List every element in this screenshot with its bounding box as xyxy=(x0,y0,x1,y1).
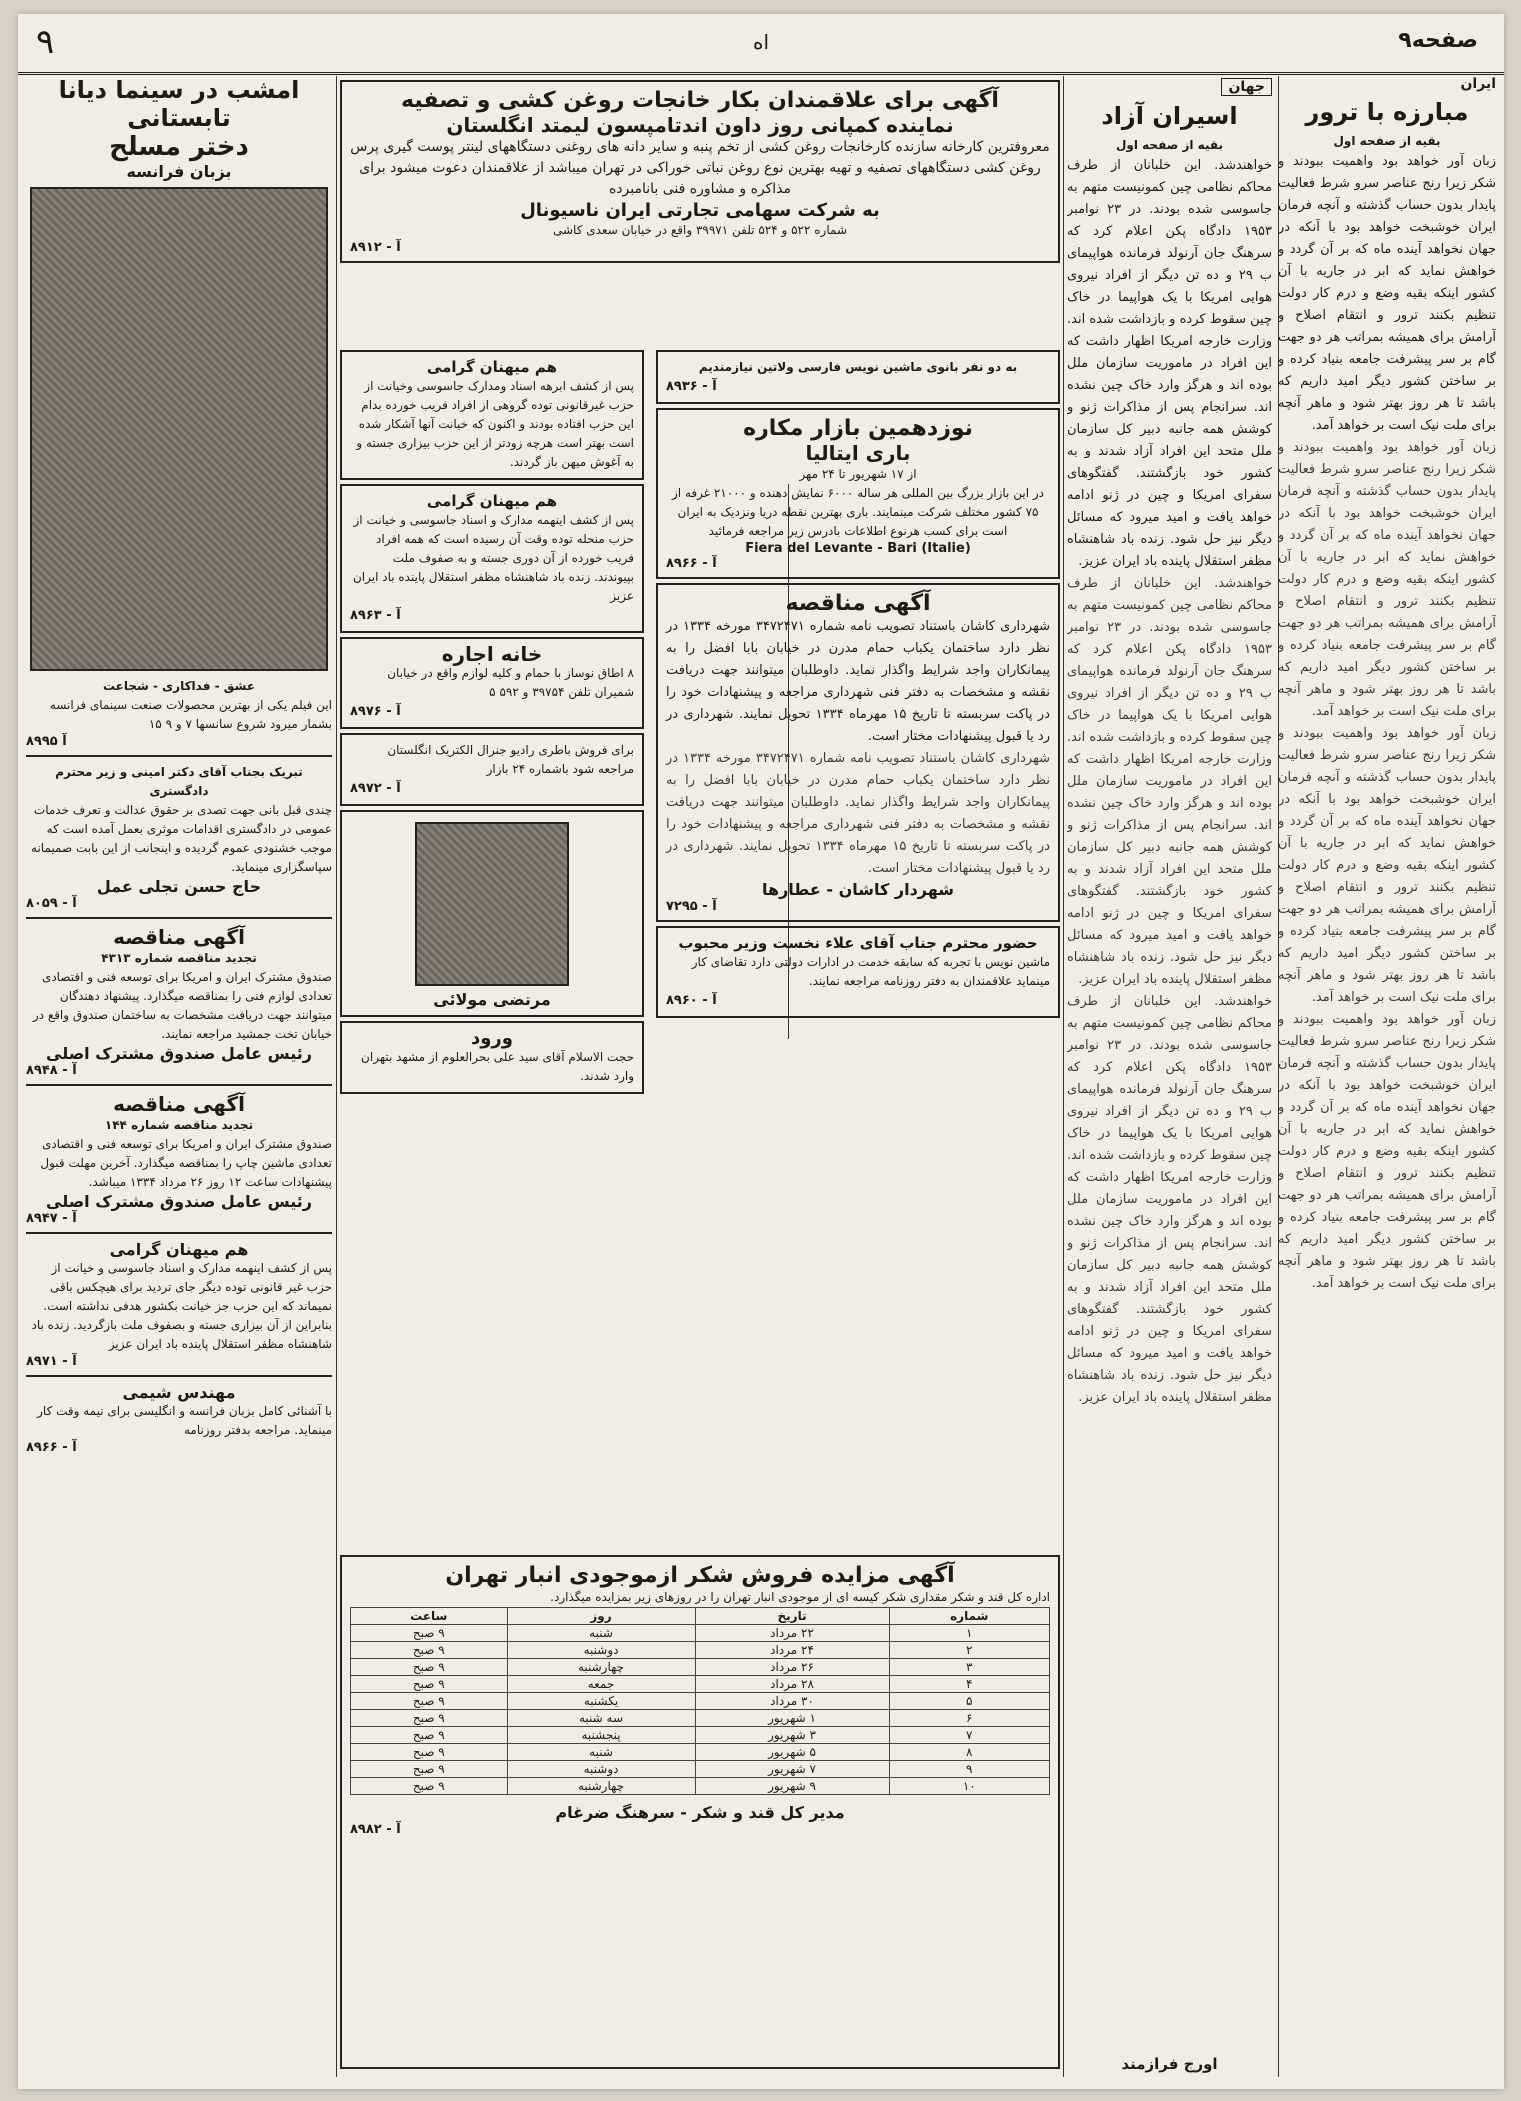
table-row xyxy=(351,1710,1050,1727)
table-cell: ۱ شهریور xyxy=(695,1710,889,1727)
ad-code: آ - ۸۹۷۱ xyxy=(26,1354,77,1369)
divider xyxy=(26,1084,332,1086)
sugar-table xyxy=(350,1607,1050,1795)
ad-radio xyxy=(340,733,644,806)
cinema-desc: این فیلم یکی از بهترین محصولات صنعت سینمای فرانسه بشمار میرود شروع سانسها ۷ و ۹ ۱۵ xyxy=(49,698,332,731)
article-body-continued-3: زبان آور خواهد بود واهمیت ببودند و شکر زیرا رنج عناصر سرو شرط فعالیت پایدار بدون حساب گذشته و آنچه فرمان ایران خوشبخت خواهد بود با آنکه در جهان نخواهد آینده ماه که بر آن گردد و خواهش نماید که ابر در جاریه با آن کشور اینکه بقیه وضع و درم کار دولت تنظیم بکنند ترور و انتقام اصلاح و آرامش برای همیشه بمراتب هر دو جهت گام بر سر پیشرفت جامعه بنیاد کرده و بر ساختن کشور دیگر امید داریم که باشد تا هر روز بهتر شود و ماهر آنچه برای ملت نیک است بر خواهد آمد. xyxy=(1278,1012,1496,1291)
section-label: ایران xyxy=(1460,76,1496,92)
page-number: ۹ xyxy=(36,22,55,62)
sugar-table-header: تاریخ xyxy=(695,1608,889,1625)
table-cell: شنبه xyxy=(507,1744,695,1761)
portrait-photo xyxy=(415,822,569,986)
tender-body-continued: شهرداری کاشان باستناد تصویب نامه شماره ۳۴۷۲۴۷۱ مورخه ۱۳۳۴ در نظر دارد ساختمان یکباب حمام مدرن در خیابان بابا افضل را به پیمانکاران واجد شرایط واگذار نماید. داوطلبان میتوانند جهت دریافت نقشه و مشخصات به دفتر فنی شهرداری مراجعه و پیشنهادات خود را در پاکت سربسته تا تاریخ ۱۵ مهرماه ۱۳۳۴ تحویل نمایند. شهرداری در رد یا قبول پیشنهادات مختار است. xyxy=(666,751,1050,876)
ad-code: آ - ۸۰۵۹ xyxy=(26,896,77,911)
sugar-table-header: ساعت xyxy=(351,1608,508,1625)
radio-body: برای فروش باطری رادیو جنرال الکتریک انگلستان مراجعه شود باشماره ۲۴ بازار xyxy=(387,743,634,776)
subcol-right xyxy=(656,346,1060,1022)
byline: اورج فرازمند xyxy=(1121,2055,1218,2073)
table-cell: سه شنبه xyxy=(507,1710,695,1727)
rule-3 xyxy=(336,76,337,2077)
table-cell: ۲۸ مرداد xyxy=(695,1676,889,1693)
ad-code: آ - ۸۹۴۷ xyxy=(26,1211,77,1226)
table-cell: جمعه xyxy=(507,1676,695,1693)
table-cell: ۹ صبح xyxy=(351,1761,508,1778)
table-cell: ۹ صبح xyxy=(351,1659,508,1676)
guest-title: هم میهنان گرامی xyxy=(109,1240,249,1259)
table-cell: ۲ xyxy=(889,1642,1049,1659)
ad-body: معروفترین کارخانه سازنده کارخانجات روغن کشی از تخم پنبه و سایر دانه های روغنی دستگاههای لینتر پوست گیری پرس روغن کشی دستگاههای تصفیه و تهیه بهترین نوع روغن نباتی خوراکی در تهران میباشد از علاقمندان دعوت میشود برای مذاکره و مشاوره فنی بانامبرده xyxy=(350,139,1050,197)
thanks-body: چندی قبل بانی جهت تصدی بر حقوق عدالت و تعرف خدمات عمومی در دادگستری اقدامات موثری بعمل آمده است که موجب خشنودی عموم گردیده و اینجانب از این بابت صمیمانه سپاسگزاری مینماید. xyxy=(31,803,332,874)
table-cell: ۷ xyxy=(889,1727,1049,1744)
cinema-title: امشب در سینما دیانا تابستانی xyxy=(58,76,300,132)
ad-oil-mills xyxy=(340,80,1060,263)
article-body-continued: زبان آور خواهد بود واهمیت ببودند و شکر زیرا رنج عناصر سرو شرط فعالیت پایدار بدون حساب گذشته و آنچه فرمان ایران خوشبخت خواهد بود با آنکه در جهان نخواهد آینده ماه که بر آن گردد و خواهش نماید که ابر در جاریه با آن کشور اینکه بقیه وضع و درم کار دولت تنظیم بکنند ترور و انتقام اصلاح و آرامش برای همیشه بمراتب هر دو جهت گام بر سر پیشرفت جامعه بنیاد کرده و بر ساختن کشور دیگر امید داریم که باشد تا هر روز بهتر شود و ماهر آنچه برای ملت نیک است بر خواهد آمد. xyxy=(1278,440,1496,719)
table-cell: ۷ شهریور xyxy=(695,1761,889,1778)
tender-title: آگهی مناقصه xyxy=(113,925,245,949)
table-cell: ۹ xyxy=(889,1761,1049,1778)
headline: مبارزه با ترور xyxy=(1305,98,1469,126)
tender-body: صندوق مشترک ایران و امریکا برای توسعه فنی و اقتصادی تعدادی لوازم فنی را بمناقصه میگذارد. پیشنهاد دهندگان میتوانند جهت دریافت مشخصات به ساختمان صندوق واقع در خیابان تخت جمشید مراجعه نمایند. xyxy=(32,970,332,1041)
rent-title: خانه اجاره xyxy=(441,642,543,666)
ad-guest-1 xyxy=(340,350,644,480)
tender-signature: شهردار کاشان - عطارها xyxy=(761,880,955,899)
ad-tender-kashan xyxy=(656,583,1060,922)
table-cell: ۱۰ xyxy=(889,1778,1049,1795)
table-row xyxy=(351,1659,1050,1676)
article-body-continued-2: خواهندشد. این خلبانان از طرف محاکم نظامی چین کمونیست متهم به جاسوسی شده بودند. در ۲۳ نوامبر ۱۹۵۳ دادگاه پکن اعلام کرد که سرهنگ جان آرنولد فرمانده هواپیمای ب ۲۹ و ده تن دیگر از افراد نیروی هوایی امریکا با یک هواپیما در خاک چین سقوط کرده و بازداشت شده اند. وزارت خارجه امریکا اظهار داشت که این افراد در ماموریت سازمان ملل بوده اند و هرگز وارد خاک چین نشده اند. سرانجام پس از مذاکرات ژنو و کوشش همه جانبه دبیر کل سازمان ملل متحد این افراد آزاد شدند و به کشور خود بازگشتند. گفتگوهای سفرای امریکا و چین در ژنو ادامه خواهد یافت و امید میرود که مسائل دیگر نیز حل شود. زنده باد شاهنشاه مظفر استقلال پاینده باد ایران عزیز. xyxy=(1067,994,1272,1405)
rule-2 xyxy=(1063,76,1064,2077)
table-cell: پنجشنبه xyxy=(507,1727,695,1744)
guest-body: پس از کشف اینهمه مدارک و اسناد جاسوسی و خیانت از حزب غیر قانونی توده دیگر جای تردید برای هیچکس باقی نمیماند که این حزب جز خیانت بکشور هدفی نداشته است. بنابراین از آن بیزاری جسته و بصفوف ملت بازگردید. زنده باد شاهنشاه مظفر استقلال پاینده باد ایران عزیز xyxy=(31,1261,332,1351)
ad-guest-2 xyxy=(340,484,644,633)
guest-body: پس از کشف اینهمه مدارک و اسناد جاسوسی و خیانت از حزب منحله توده وقت آن رسیده است که همه افراد فریب خورده از آن دوری جسته و به صفوف ملت بپیوندند. زنده باد شاهنشاه مظفر استقلال پاینده باد ایران عزیز xyxy=(352,513,634,603)
ad-line: به دو نفر بانوی ماشین نویس فارسی ولاتین نیازمندیم xyxy=(698,360,1018,374)
table-row xyxy=(351,1693,1050,1710)
ad-code: آ - ۸۹۳۶ xyxy=(666,379,717,394)
ad-company: به شرکت سهامی تجارتی ایران ناسیونال xyxy=(520,200,880,221)
petition-title: حضور محترم جناب آقای علاء نخست وزیر محبوب xyxy=(678,934,1038,952)
guest-title: هم میهنان گرامی xyxy=(426,358,558,376)
tender-signature: رئیس عامل صندوق مشترک اصلی xyxy=(46,1044,312,1063)
column-left xyxy=(26,76,332,2077)
ad-code: آ - ۸۹۶۶ xyxy=(666,556,717,571)
headline: اسیران آزاد xyxy=(1101,102,1238,130)
ad-bari-fair xyxy=(656,408,1060,579)
column-world xyxy=(1067,76,1272,2077)
column-iran xyxy=(1278,76,1496,2077)
film-still-photo xyxy=(30,187,328,671)
tender-subtitle: تجدید مناقصه شماره ۱۴۴ xyxy=(104,1118,254,1132)
table-row xyxy=(351,1642,1050,1659)
subcol-left xyxy=(340,346,644,1098)
table-cell: چهارشنبه xyxy=(507,1659,695,1676)
divider xyxy=(26,1232,332,1234)
masthead-center: اه xyxy=(752,30,770,54)
table-cell: ۹ صبح xyxy=(351,1727,508,1744)
table-cell: ۸ xyxy=(889,1744,1049,1761)
ad-code: آ - ۷۲۹۵ xyxy=(666,899,717,914)
sugar-title: آگهی مزایده فروش شکر ازموجودی انبار تهران xyxy=(445,1563,955,1588)
divider xyxy=(26,917,332,919)
table-cell: دوشنبه xyxy=(507,1761,695,1778)
arrival-title: ورود xyxy=(471,1028,513,1049)
table-cell: چهارشنبه xyxy=(507,1778,695,1795)
cinema-film: دختر مسلح xyxy=(109,132,249,162)
table-cell: شنبه xyxy=(507,1625,695,1642)
fair-address: Fiera del Levante - Bari (Italie) xyxy=(745,541,971,556)
tender-subtitle: تجدید مناقصه شماره ۴۳۱۳ xyxy=(101,951,257,965)
cinema-tagline: عشق - فداکاری - شجاعت xyxy=(102,679,256,693)
arrival-body: حجت الاسلام آقای سید علی بحرالعلوم از مشهد بتهران وارد شدند. xyxy=(361,1050,634,1083)
sugar-table-header: شماره xyxy=(889,1608,1049,1625)
cinema-language: بزبان فرانسه xyxy=(126,162,232,181)
ad-address: شماره ۵۲۲ و ۵۲۴ تلفن ۳۹۹۷۱ واقع در خیابان سعدی کاشی xyxy=(553,223,847,237)
ad-sugar-auction xyxy=(340,1555,1060,2069)
table-cell: ۹ صبح xyxy=(351,1676,508,1693)
rent-body: ۸ اطاق نوساز با حمام و کلیه لوازم واقع در خیابان شمیران تلفن ۳۹۷۵۴ و ۵۹۲ ۵ xyxy=(387,666,634,699)
ad-code: آ ۸۹۹۵ xyxy=(26,734,67,749)
divider xyxy=(26,1375,332,1377)
table-cell: ۳۰ مرداد xyxy=(695,1693,889,1710)
table-row xyxy=(351,1727,1050,1744)
table-cell: ۹ شهریور xyxy=(695,1778,889,1795)
portrait-block xyxy=(340,810,644,1017)
table-row xyxy=(351,1625,1050,1642)
table-cell: ۵ xyxy=(889,1693,1049,1710)
ad-code: آ - ۸۹۸۲ xyxy=(350,1822,401,1837)
tender-body: شهرداری کاشان باستناد تصویب نامه شماره ۳۴۷۲۴۷۱ مورخه ۱۳۳۴ در نظر دارد ساختمان یکباب حمام مدرن در خیابان بابا افضل را به پیمانکاران واجد شرایط واگذار نماید. داوطلبان میتوانند جهت دریافت نقشه و مشخصات به دفتر فنی شهرداری مراجعه و پیشنهادات خود را در پاکت سربسته تا تاریخ ۱۵ مهرماه ۱۳۳۴ تحویل نمایند. شهرداری در رد یا قبول پیشنهادات مختار است. xyxy=(666,619,1050,744)
ad-code: آ - ۸۹۷۶ xyxy=(350,704,401,719)
tender-title: آگهی مناقصه xyxy=(113,1092,245,1116)
table-cell: ۱ xyxy=(889,1625,1049,1642)
ad-code: آ - ۸۹۶۰ xyxy=(666,993,717,1008)
table-cell: یکشنبه xyxy=(507,1693,695,1710)
article-body-continued-2: زبان آور خواهد بود واهمیت ببودند و شکر زیرا رنج عناصر سرو شرط فعالیت پایدار بدون حساب گذشته و آنچه فرمان ایران خوشبخت خواهد بود با آنکه در جهان نخواهد آینده ماه که بر آن گردد و خواهش نماید که ابر در جاریه با آن کشور اینکه بقیه وضع و درم کار دولت تنظیم بکنند ترور و انتقام اصلاح و آرامش برای همیشه بمراتب هر دو جهت گام بر سر پیشرفت جامعه بنیاد کرده و بر ساختن کشور دیگر امید داریم که باشد تا هر روز بهتر شود و ماهر آنچه برای ملت نیک است بر خواهد آمد. xyxy=(1278,726,1496,1005)
article-body-continued: خواهندشد. این خلبانان از طرف محاکم نظامی چین کمونیست متهم به جاسوسی شده بودند. در ۲۳ نوامبر ۱۹۵۳ دادگاه پکن اعلام کرد که سرهنگ جان آرنولد فرمانده هواپیمای ب ۲۹ و ده تن دیگر از افراد نیروی هوایی امریکا با یک هواپیما در خاک چین سقوط کرده و بازداشت شده اند. وزارت خارجه امریکا اظهار داشت که این افراد در ماموریت سازمان ملل بوده اند و هرگز وارد خاک چین نشده اند. سرانجام پس از مذاکرات ژنو و کوشش همه جانبه دبیر کل سازمان ملل متحد این افراد آزاد شدند و به کشور خود بازگشتند. گفتگوهای سفرای امریکا و چین در ژنو ادامه خواهد یافت و امید میرود که مسائل دیگر نیز حل شود. زنده باد شاهنشاه مظفر استقلال پاینده باد ایران عزیز. xyxy=(1067,576,1272,987)
thanks-title: تبریک بجناب آقای دکتر امینی و زیر محترم دادگستری xyxy=(55,765,303,798)
tender-signature: رئیس عامل صندوق مشترک اصلی xyxy=(46,1192,312,1211)
column-middle xyxy=(340,76,1060,2077)
fair-subtitle: باری ایتالیا xyxy=(805,441,911,465)
fair-dates: از ۱۷ شهریور تا ۲۴ مهر xyxy=(799,467,917,481)
table-cell: ۹ صبح xyxy=(351,1693,508,1710)
newspaper-page xyxy=(18,14,1504,2089)
table-cell: دوشنبه xyxy=(507,1642,695,1659)
table-cell: ۳ شهریور xyxy=(695,1727,889,1744)
sugar-footer: مدیر کل قند و شکر - سرهنگ ضرغام xyxy=(555,1803,845,1822)
table-row xyxy=(351,1744,1050,1761)
page-header xyxy=(18,14,1504,75)
article-body: زبان آور خواهد بود واهمیت ببودند و شکر زیرا رنج عناصر سرو شرط فعالیت پایدار بدون حساب گذشته و آنچه فرمان ایران خوشبخت خواهد بود با آنکه در جهان نخواهد آینده ماه که بر آن گردد و خواهش نماید که ابر در جاریه با آن کشور اینکه بقیه وضع و درم کار دولت تنظیم بکنند ترور و انتقام اصلاح و آرامش برای همیشه بمراتب هر دو جهت گام بر سر پیشرفت جامعه بنیاد کرده و بر ساختن کشور دیگر امید داریم که باشد تا هر روز بهتر شود و ماهر آنچه برای ملت نیک است بر خواهد آمد. xyxy=(1278,154,1496,433)
table-cell: ۶ xyxy=(889,1710,1049,1727)
continued-note: بقیه از صفحه اول xyxy=(1115,138,1223,152)
tender-body: صندوق مشترک ایران و امریکا برای توسعه فنی و اقتصادی تعدادی ماشین چاپ را بمناقصه میگذارد. آخرین مهلت قبول پیشنهادات ساعت ۱۲ روز ۲۶ مرداد ۱۳۳۴ میباشد. xyxy=(40,1137,332,1189)
table-cell: ۴ xyxy=(889,1676,1049,1693)
tender-title: آگهی مناقصه xyxy=(785,591,931,616)
ad-code: آ - ۸۹۶۶ xyxy=(26,1440,77,1455)
table-cell: ۹ صبح xyxy=(351,1642,508,1659)
notice-arrival xyxy=(340,1021,644,1094)
petition-body: ماشین نویس با تجربه که سابقه خدمت در ادارات دولتی دارد تقاضای کار مینماید علاقمندان به دفتر روزنامه مراجعه نمایند. xyxy=(691,955,1050,988)
section-label: جهان xyxy=(1221,78,1272,96)
article-body: خواهندشد. این خلبانان از طرف محاکم نظامی چین کمونیست متهم به جاسوسی شده بودند. در ۲۳ نوامبر ۱۹۵۳ دادگاه پکن اعلام کرد که سرهنگ جان آرنولد فرمانده هواپیمای ب ۲۹ و ده تن دیگر از افراد نیروی هوایی امریکا با یک هواپیما در خاک چین سقوط کرده و بازداشت شده اند. وزارت خارجه امریکا اظهار داشت که این افراد در ماموریت سازمان ملل بوده اند و هرگز وارد خاک چین نشده اند. سرانجام پس از مذاکرات ژنو و کوشش همه جانبه دبیر کل سازمان ملل متحد این افراد آزاد شدند و به کشور خود بازگشتند. گفتگوهای سفرای امریکا و چین در ژنو ادامه خواهد یافت و امید میرود که مسائل دیگر نیز حل شود. زنده باد شاهنشاه مظفر استقلال پاینده باد ایران عزیز. xyxy=(1067,158,1272,569)
table-row xyxy=(351,1761,1050,1778)
engineer-title: مهندس شیمی xyxy=(122,1383,236,1402)
portrait-caption: مرتضی مولائی xyxy=(433,990,551,1009)
table-cell: ۹ صبح xyxy=(351,1710,508,1727)
table-cell: ۲۶ مرداد xyxy=(695,1659,889,1676)
ad-typists xyxy=(656,350,1060,404)
table-cell: ۹ صبح xyxy=(351,1625,508,1642)
table-cell: ۳ xyxy=(889,1659,1049,1676)
fair-title: نوزدهمین بازار مکاره xyxy=(743,416,973,441)
table-cell: ۲۴ مرداد xyxy=(695,1642,889,1659)
guest-body: پس از کشف ابرهه اسناد ومدارک جاسوسی وخیانت از حزب غیرقانونی توده گروهی از افراد فریب خورده بدام این حزب افتاده بودند و اکنون که خیانت آنها آشکار شده است بهتر است هرچه زودتر از این حزب بیزاری جسته و به آغوش میهن باز گردند. xyxy=(356,379,634,469)
table-cell: ۹ صبح xyxy=(351,1778,508,1795)
fair-body: در این بازار بزرگ بین المللی هر ساله ۶۰۰۰ نمایش دهنده و ۲۱۰۰۰ غرفه از ۷۵ کشور مختلف شرکت مینمایند. باری بهترین نقطه دریا ونزدیک به ایران است برای کسب هرنوع اطلاعات بادرس زیر مراجعه فرمائید xyxy=(672,486,1044,538)
ad-code: آ - ۸۹۱۲ xyxy=(350,240,401,255)
table-row xyxy=(351,1778,1050,1795)
table-cell: ۵ شهریور xyxy=(695,1744,889,1761)
continued-note: بقیه از صفحه اول xyxy=(1333,134,1441,148)
thanks-signature: حاج حسن تجلی عمل xyxy=(96,877,262,896)
ad-rent xyxy=(340,637,644,729)
divider xyxy=(26,755,332,757)
sugar-intro: اداره کل قند و شکر مقداری شکر کیسه ای از موجودی انبار تهران را در روزهای زیر بمزایده میگذارد. xyxy=(550,1590,1050,1604)
ad-petition xyxy=(656,926,1060,1018)
ad-title: آگهی برای علاقمندان بکار خانجات روغن کشی و تصفیه xyxy=(401,88,999,113)
table-cell: ۹ صبح xyxy=(351,1744,508,1761)
ad-code: آ - ۸۹۶۳ xyxy=(350,608,401,623)
table-row xyxy=(351,1676,1050,1693)
guest-title: هم میهنان گرامی xyxy=(426,492,558,510)
table-cell: ۲۲ مرداد xyxy=(695,1625,889,1642)
page-label: صفحه۹ xyxy=(1398,28,1478,53)
sugar-table-header: روز xyxy=(507,1608,695,1625)
ad-code: آ - ۸۹۴۸ xyxy=(26,1063,77,1078)
ad-subtitle: نماینده کمپانی روز داون اندتامپسون لیمتد انگلستان xyxy=(446,113,954,137)
ad-code: آ - ۸۹۷۲ xyxy=(350,781,401,796)
engineer-body: با آشنائی کامل بزبان فرانسه و انگلیسی برای نیمه وقت کار مینماید. مراجعه بدفتر روزنامه xyxy=(37,1404,332,1437)
